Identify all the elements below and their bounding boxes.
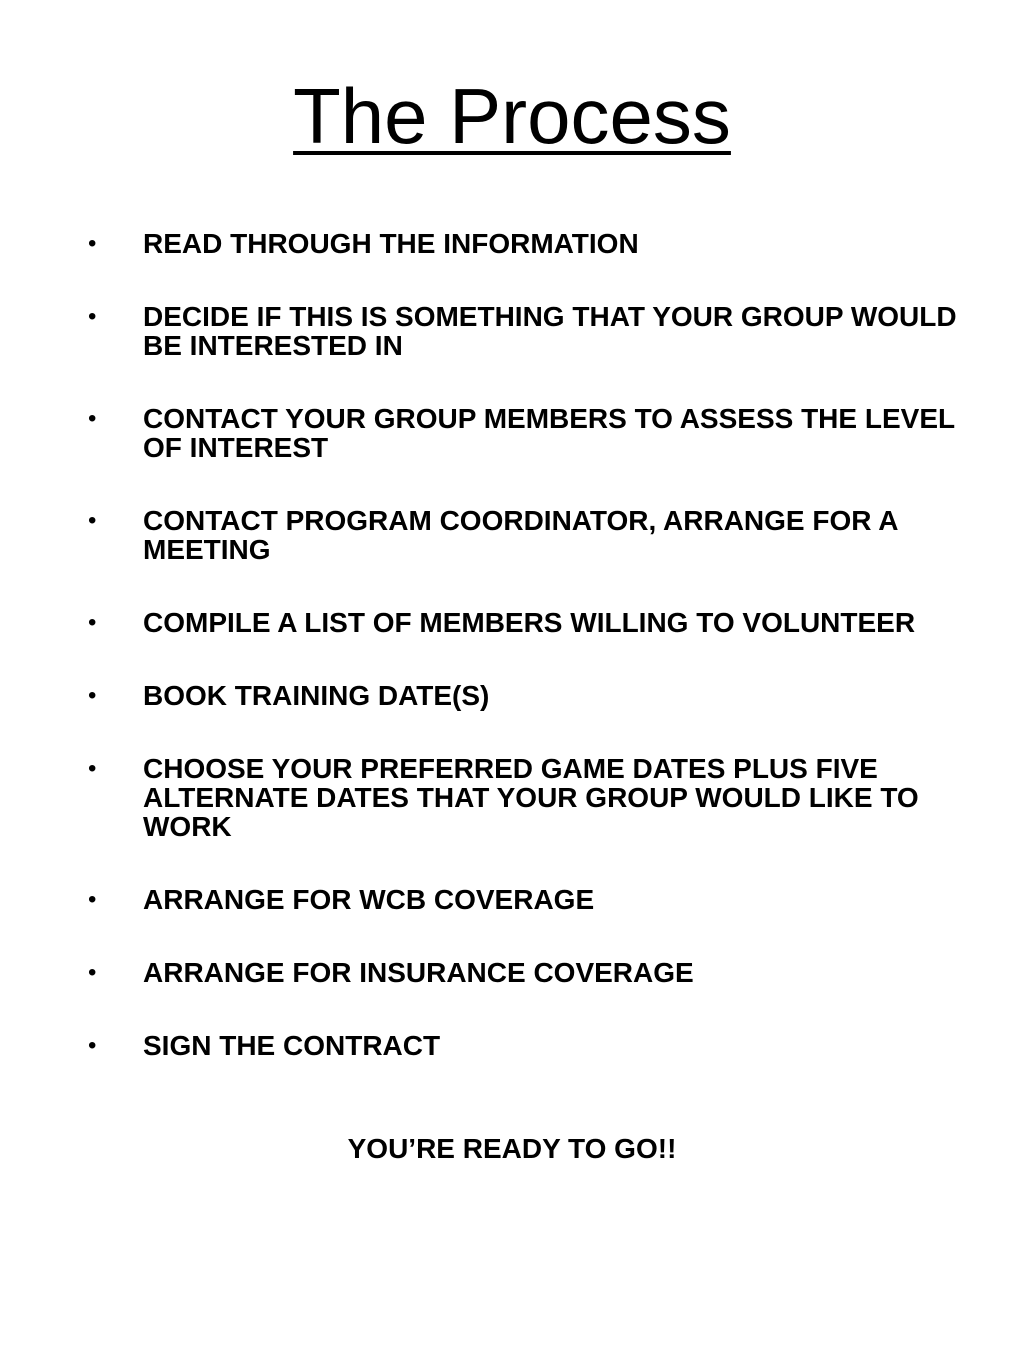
list-item: [0, 302, 1024, 360]
slide-title: The Process: [293, 72, 731, 160]
process-steps-list: [0, 229, 1024, 1104]
list-item: [0, 958, 1024, 987]
list-item-text: READ THROUGH THE INFORMATION: [143, 228, 639, 259]
list-item-text: CHOOSE YOUR PREFERRED GAME DATES PLUS FIVE ALTERNATE DATES THAT YOUR GROUP WOULD LIKE TO WORK: [143, 753, 919, 842]
bullet-icon: •: [88, 1032, 97, 1059]
list-item: [0, 608, 1024, 637]
list-item: [0, 681, 1024, 710]
list-item: [0, 754, 1024, 841]
list-item-text: SIGN THE CONTRACT: [143, 1030, 441, 1061]
list-item-text: ARRANGE FOR WCB COVERAGE: [143, 884, 595, 915]
list-item-text: COMPILE A LIST OF MEMBERS WILLING TO VOLUNTEER: [143, 607, 916, 638]
bullet-icon: •: [88, 609, 97, 636]
list-item: [0, 506, 1024, 564]
bullet-icon: •: [88, 230, 97, 257]
closing-message: YOU’RE READY TO GO!!: [347, 1133, 677, 1164]
list-item-text: BOOK TRAINING DATE(S): [143, 680, 490, 711]
list-item: [0, 1031, 1024, 1060]
bullet-icon: •: [88, 886, 97, 913]
list-item-text: ARRANGE FOR INSURANCE COVERAGE: [143, 957, 694, 988]
list-item: [0, 404, 1024, 462]
list-item: [0, 885, 1024, 914]
list-item: [0, 229, 1024, 258]
bullet-icon: •: [88, 303, 97, 330]
list-item-text: DECIDE IF THIS IS SOMETHING THAT YOUR GROUP WOULD BE INTERESTED IN: [143, 301, 957, 361]
bullet-icon: •: [88, 959, 97, 986]
bullet-icon: •: [88, 405, 97, 432]
bullet-icon: •: [88, 682, 97, 709]
list-item-text: CONTACT PROGRAM COORDINATOR, ARRANGE FOR A MEETING: [143, 505, 898, 565]
list-item-text: CONTACT YOUR GROUP MEMBERS TO ASSESS THE LEVEL OF INTEREST: [143, 403, 955, 463]
bullet-icon: •: [88, 755, 97, 782]
bullet-icon: •: [88, 507, 97, 534]
